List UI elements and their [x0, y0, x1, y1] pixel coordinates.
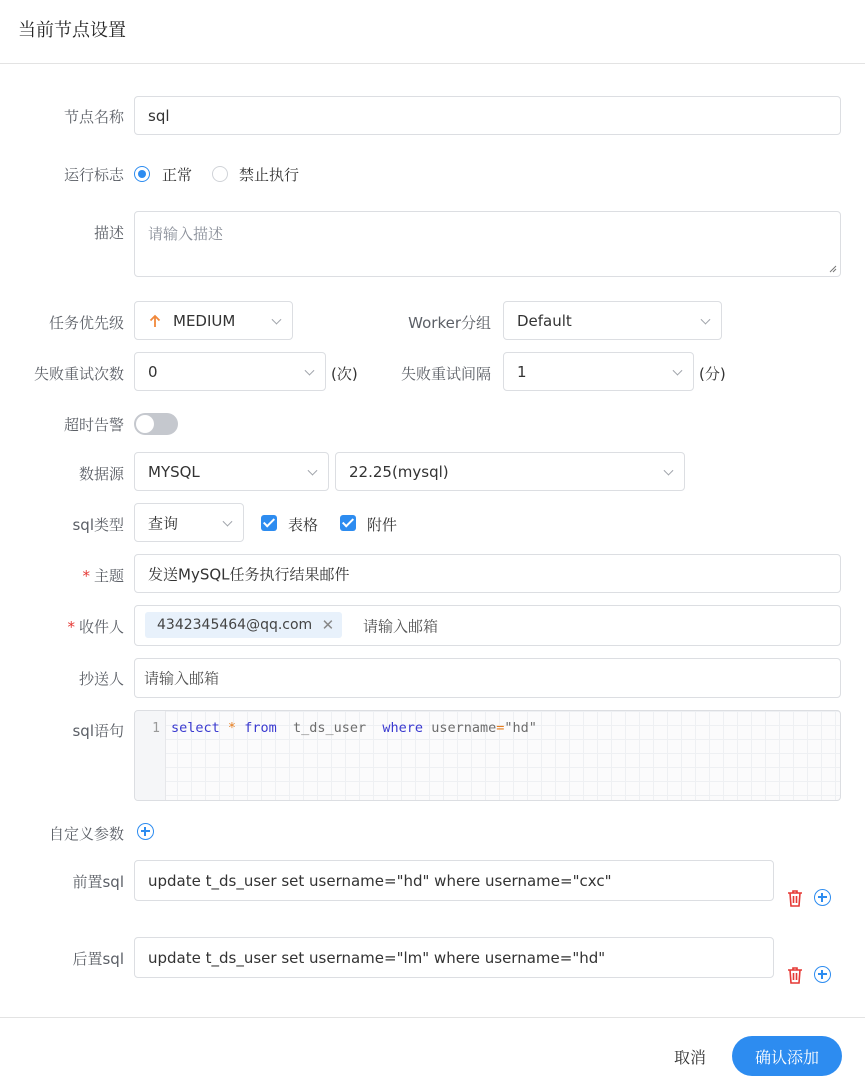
sql-string: "hd"	[504, 720, 537, 736]
dialog-footer	[0, 1017, 865, 1085]
retry-times-select[interactable]	[134, 352, 326, 391]
sql-type-value: 查询	[148, 514, 179, 532]
table-checkbox-label[interactable]: 表格	[288, 516, 319, 534]
receivers-label-text: 收件人	[78, 618, 124, 636]
add-post-sql-icon[interactable]	[814, 966, 831, 983]
priority-select[interactable]	[134, 301, 293, 340]
sql-type-select[interactable]	[134, 503, 244, 542]
cancel-button[interactable]: 取消	[664, 1041, 716, 1071]
subject-label	[82, 565, 124, 586]
dialog-title: 当前节点设置	[18, 20, 126, 41]
pre-sql-label: 前置sql	[72, 873, 124, 891]
resize-handle-icon[interactable]	[829, 265, 837, 273]
description-textarea[interactable]	[134, 211, 841, 277]
priority-label: 任务优先级	[48, 314, 124, 332]
trash-icon[interactable]	[787, 889, 803, 907]
description-label: 描述	[93, 224, 124, 242]
sql-operator: =	[496, 720, 505, 736]
chevron-down-icon	[308, 465, 318, 475]
retry-interval-select[interactable]	[503, 352, 694, 391]
run-flag-label: 运行标志	[63, 166, 124, 184]
pre-sql-value: update t_ds_user set username="hd" where username="cxc"	[148, 871, 612, 890]
add-param-icon[interactable]	[137, 823, 154, 840]
run-flag-normal-label[interactable]: 正常	[162, 166, 193, 184]
description-placeholder: 请输入描述	[148, 225, 224, 243]
chevron-down-icon	[305, 365, 315, 375]
retry-interval-unit: (分)	[699, 365, 726, 383]
datasource-type-value: MYSQL	[148, 462, 200, 481]
sql-operator: *	[227, 720, 237, 736]
receiver-tag	[145, 612, 342, 638]
worker-group-value: Default	[517, 311, 572, 330]
sql-code[interactable]	[171, 720, 537, 736]
post-sql-label: 后置sql	[72, 950, 124, 968]
run-flag-forbidden-radio[interactable]	[212, 166, 228, 182]
pre-sql-input[interactable]	[134, 860, 774, 901]
line-number: 1	[152, 721, 160, 736]
receivers-input[interactable]	[134, 605, 841, 646]
node-name-value: sql	[148, 106, 170, 125]
cc-placeholder: 请输入邮箱	[144, 669, 220, 688]
attachment-checkbox[interactable]	[340, 515, 356, 531]
post-sql-value: update t_ds_user set username="lm" where username="hd"	[148, 948, 606, 967]
close-icon[interactable]: ✕	[321, 616, 335, 634]
sql-keyword: select	[171, 720, 220, 736]
timeout-alarm-switch[interactable]	[134, 413, 178, 435]
chevron-down-icon	[664, 465, 674, 475]
worker-group-select[interactable]	[503, 301, 722, 340]
line-gutter	[135, 711, 166, 800]
datasource-type-select[interactable]	[134, 452, 329, 491]
confirm-add-button[interactable]: 确认添加	[732, 1036, 842, 1076]
node-name-label: 节点名称	[63, 108, 124, 126]
sql-type-label: sql类型	[72, 516, 124, 534]
chevron-down-icon	[272, 314, 282, 324]
run-flag-normal-radio[interactable]	[134, 166, 150, 182]
retry-times-value: 0	[148, 362, 158, 381]
timeout-alarm-label: 超时告警	[63, 416, 124, 434]
arrow-up-icon	[149, 314, 161, 328]
subject-value: 发送MySQL任务执行结果邮件	[148, 565, 350, 583]
receiver-tag-text: 4342345464@qq.com	[157, 617, 313, 633]
receivers-label	[67, 616, 124, 637]
retry-times-label: 失败重试次数	[33, 365, 124, 383]
trash-icon[interactable]	[787, 966, 803, 984]
subject-input[interactable]	[134, 554, 841, 593]
sql-field: username	[431, 720, 497, 736]
chevron-down-icon	[223, 516, 233, 526]
post-sql-input[interactable]	[134, 937, 774, 978]
required-mark: *	[82, 567, 90, 585]
receivers-placeholder: 请输入邮箱	[363, 617, 439, 635]
dialog-header	[0, 0, 865, 64]
sql-editor[interactable]	[134, 710, 841, 801]
retry-interval-value: 1	[517, 362, 527, 381]
cc-input[interactable]	[134, 658, 841, 698]
run-flag-forbidden-label[interactable]: 禁止执行	[239, 166, 300, 184]
sql-keyword: from	[244, 720, 277, 736]
sql-label: sql语句	[72, 722, 124, 740]
worker-group-label: Worker分组	[408, 314, 491, 332]
chevron-down-icon	[673, 365, 683, 375]
priority-value: MEDIUM	[173, 311, 236, 330]
datasource-instance-select[interactable]	[335, 452, 685, 491]
add-pre-sql-icon[interactable]	[814, 889, 831, 906]
custom-params-label: 自定义参数	[48, 825, 124, 843]
required-mark: *	[67, 618, 75, 636]
retry-times-unit: (次)	[331, 365, 358, 383]
chevron-down-icon	[701, 314, 711, 324]
sql-keyword: where	[382, 720, 424, 736]
sql-table-name: t_ds_user	[292, 720, 367, 736]
attachment-checkbox-label[interactable]: 附件	[367, 516, 398, 534]
node-name-input[interactable]	[134, 96, 841, 135]
table-checkbox[interactable]	[261, 515, 277, 531]
cc-label: 抄送人	[78, 670, 124, 688]
subject-label-text: 主题	[93, 567, 124, 585]
datasource-instance-value: 22.25(mysql)	[349, 462, 449, 481]
datasource-label: 数据源	[78, 465, 124, 483]
retry-interval-label: 失败重试间隔	[400, 365, 491, 383]
